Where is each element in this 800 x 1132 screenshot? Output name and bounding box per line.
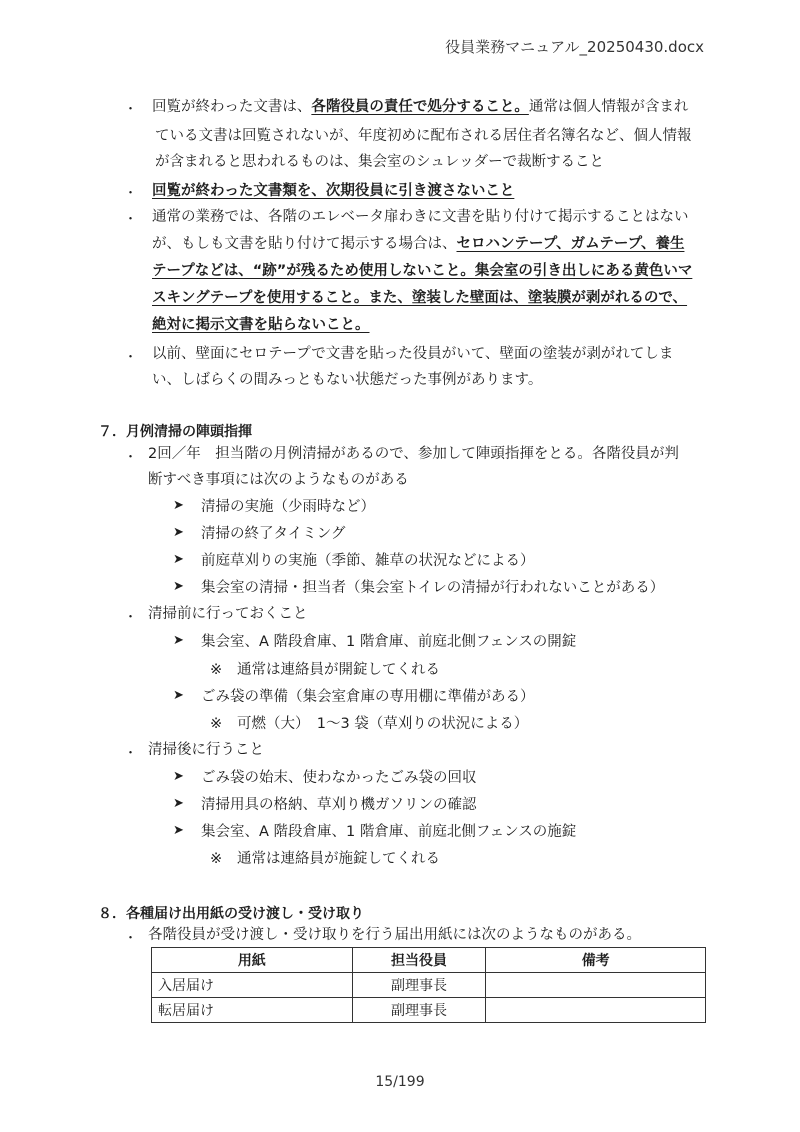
table-cell: 転居届け [152,998,353,1023]
table-cell [486,973,706,998]
emphasis-text: 各階役員の責任で処分すること。 [311,99,529,115]
bullet-dot: ・ [124,212,138,227]
paragraph-line: い、しばらくの間みっともない状態だった事例があります。 [152,372,543,388]
emphasis-text: セロハンテープ、ガムテープ、養生 [456,236,685,252]
subheading: 清掃後に行うこと [148,742,264,758]
list-item: ごみ袋の始末、使わなかったごみ袋の回収 [201,770,477,786]
arrow-bullet-icon: ➤ [173,796,184,811]
paragraph-line: ている文書は回覧されないが、年度初めに配布される居住者名簿名など、個人情報 [155,128,692,144]
note-mark: ※ [210,851,223,867]
column-header: 備考 [486,948,706,973]
paragraph-line: 断すべき事項には次のようなものがある [148,472,409,488]
column-header: 担当役員 [352,948,486,973]
paragraph-line: が、もしも文書を貼り付けて掲示する場合は、セロハンテープ、ガムテープ、養生 [152,236,685,252]
arrow-bullet-icon: ➤ [173,769,184,784]
table-header-row [152,948,706,973]
column-header: 用紙 [152,948,353,973]
page-number: 15/199 [375,1074,425,1090]
paragraph-line: 各階役員が受け渡し・受け取りを行う届出用紙には次のようなものがある。 [148,927,641,943]
list-item: 集会室の清掃・担当者（集会室トイレの清掃が行われないことがある） [201,580,665,596]
list-item: 清掃の終了タイミング [201,526,346,542]
subheading: 清掃前に行っておくこと [148,606,308,622]
list-item: 清掃用具の格納、草刈り機ガソリンの確認 [201,797,477,813]
emphasis-line: テープなどは、“跡”が残るため使用しないこと。集会室の引き出しにある黄色いマ [152,263,693,279]
section-8-heading: ８．各種届け出用紙の受け渡し・受け取り [98,906,364,922]
note-mark: ※ [210,716,223,732]
paragraph-line: 以前、壁面にセロテープで文書を貼った役員がいて、壁面の塗装が剥がれてしま [152,346,674,362]
arrow-bullet-icon: ➤ [173,552,184,567]
table-cell [486,998,706,1023]
bullet-dot: ・ [124,450,138,465]
arrow-bullet-icon: ➤ [173,823,184,838]
arrow-bullet-icon: ➤ [173,688,184,703]
paragraph-line: 回覧が終わった文書は、各階役員の責任で処分すること。通常は個人情報が含まれ [152,99,689,115]
arrow-bullet-icon: ➤ [173,579,184,594]
emphasis-line: 絶対に掲示文書を貼らないこと。 [152,317,370,333]
list-item: 前庭草刈りの実施（季節、雑草の状況などによる） [201,553,535,569]
note-text: 通常は連絡員が開錠してくれる [237,662,440,678]
emphasis-line: スキングテープを使用すること。また、塗装した壁面は、塗装膜が剥がれるので、 [152,290,688,306]
bullet-dot: ・ [124,610,138,625]
table-row [152,973,706,998]
bullet-dot: ・ [124,931,138,946]
document-filename: 役員業務マニュアル_20250430.docx [445,38,704,56]
arrow-bullet-icon: ➤ [173,525,184,540]
table-cell: 副理事長 [352,973,486,998]
note-text: 通常は連絡員が施錠してくれる [237,851,440,867]
bullet-dot: ・ [124,102,138,117]
bullet-dot: ・ [124,350,138,365]
paragraph-line: が含まれると思われるものは、集会室のシュレッダーで裁断すること [155,154,605,170]
paragraph-line: 2回／年 担当階の月例清掃があるので、参加して陣頭指揮をとる。各階役員が判 [148,446,679,462]
list-item: 清掃の実施（少雨時など） [201,499,375,515]
list-item: 集会室、A 階段倉庫、1 階倉庫、前庭北側フェンスの施錠 [201,824,577,840]
table-row [152,998,706,1023]
note-text: 可燃（大） 1〜3 袋（草刈りの状況による） [237,716,529,732]
forms-table [151,947,706,1023]
table-cell: 入居届け [152,973,353,998]
list-item: 集会室、A 階段倉庫、1 階倉庫、前庭北側フェンスの開錠 [201,634,577,650]
table-cell: 副理事長 [352,998,486,1023]
arrow-bullet-icon: ➤ [173,498,184,513]
section-7-heading: ７．月例清掃の陣頭指揮 [98,424,252,440]
bullet-dot: ・ [124,746,138,761]
arrow-bullet-icon: ➤ [173,633,184,648]
paragraph-line: 通常の業務では、各階のエレベータ扉わきに文書を貼り付けて掲示することはない [152,209,689,225]
note-mark: ※ [210,662,223,678]
bullet-dot: ・ [124,186,138,201]
emphasis-paragraph: 回覧が終わった文書類を、次期役員に引き渡さないこと [152,183,515,199]
list-item: ごみ袋の準備（集会室倉庫の専用棚に準備がある） [201,689,535,705]
